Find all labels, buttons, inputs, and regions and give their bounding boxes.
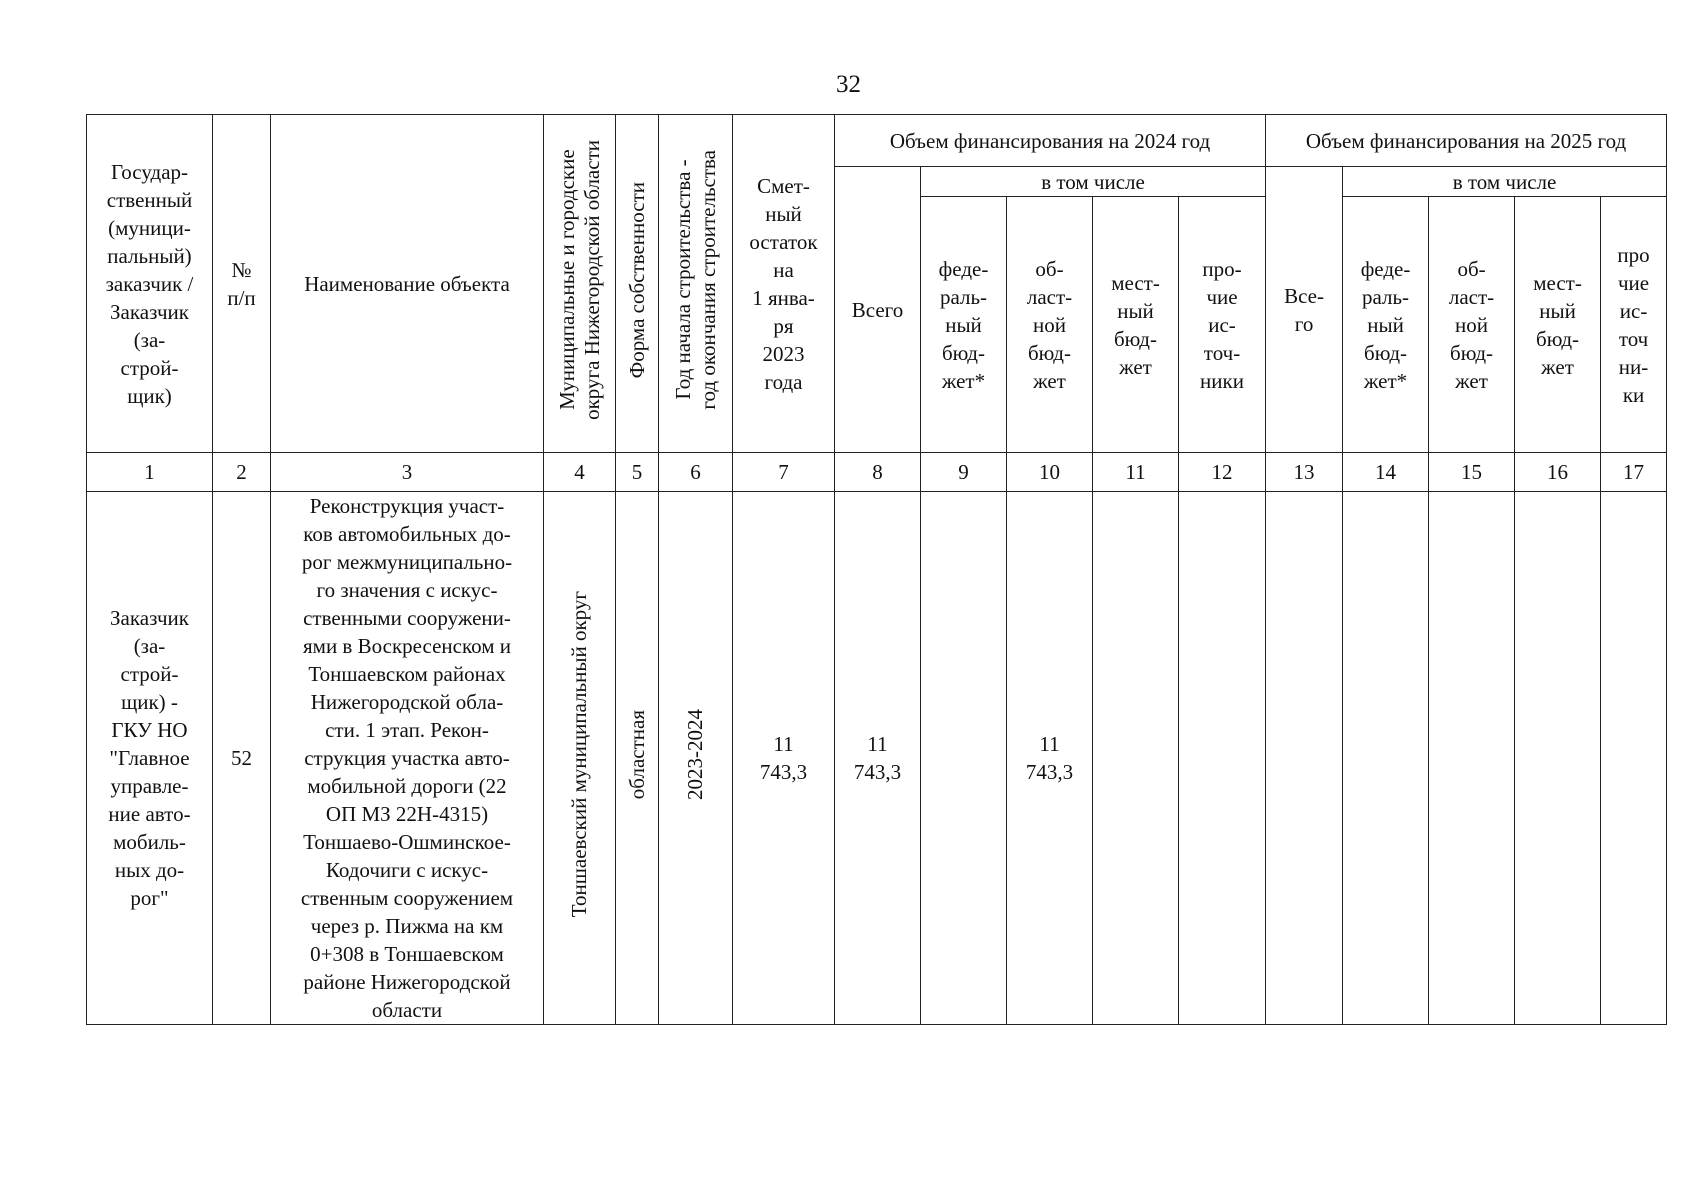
header-including-2025-label: в том числе <box>1452 169 1557 194</box>
header-regional-2025-label: об- ласт- ной бюд- жет <box>1448 256 1495 393</box>
column-number: 7 <box>733 453 835 492</box>
cell-years-text: 2023-2024 <box>683 709 707 800</box>
header-including-2024 <box>921 167 1266 197</box>
cell-other-2025 <box>1601 492 1667 1025</box>
cell-total-2024-text: 11 743,3 <box>853 732 902 784</box>
cell-ownership-text: областная <box>624 709 649 800</box>
header-other-2024-label: про- чие ис- точ- ники <box>1200 256 1244 393</box>
header-years <box>659 115 733 453</box>
header-ownership-label: Форма собственности <box>624 181 649 379</box>
header-remaining-label: Смет- ный остаток на 1 янва- ря 2023 года <box>749 173 818 394</box>
header-local-2024-label: мест- ный бюд- жет <box>1111 270 1160 379</box>
header-municipality-label: Муниципальные и городские округа Нижегородской области <box>554 140 604 420</box>
header-num-label: № п/п <box>227 257 256 310</box>
header-total-2025 <box>1266 167 1343 453</box>
header-federal-2024 <box>921 197 1007 453</box>
cell-local-2024 <box>1093 492 1179 1025</box>
header-fin-2025 <box>1266 115 1667 167</box>
column-number: 1 <box>87 453 213 492</box>
cell-customer-text: Заказчик (за- строй- щик) - ГКУ НО "Главное управле- ние авто- мобиль- ных до- рог" <box>108 606 191 910</box>
column-number: 2 <box>213 453 271 492</box>
column-number: 14 <box>1343 453 1429 492</box>
cell-object-name-text: Реконструкция участ- ков автомобильных до- рог межмуниципально- го значения с искус- ственными сооружени- ями в Воскресенском и Тоншаевском районах Нижегородской обла- сти. 1 этап. Рекон- струкция участка авто- мобильной дороги (22 ОП МЗ 22Н-4315) Тоншаево-Ошминское- Кодочиги с искус- ственным сооружением через р. Пижма на км 0+308 в Тоншаевском районе Нижегородской области <box>300 494 514 1022</box>
column-number: 15 <box>1429 453 1515 492</box>
cell-federal-2024 <box>921 492 1007 1025</box>
header-regional-2024-label: об- ласт- ной бюд- жет <box>1026 256 1073 393</box>
header-customer-label: Государ- ственный (муници- пальный) заказчик / Заказчик (за- строй- щик) <box>105 159 194 408</box>
cell-num: 52 <box>213 492 271 1025</box>
column-number-row <box>87 453 1667 492</box>
column-number: 9 <box>921 453 1007 492</box>
cell-municipality-text: Тоншаевский муниципальный округ <box>567 591 591 918</box>
page-number: 32 <box>836 71 861 98</box>
header-remaining <box>733 115 835 453</box>
cell-other-2024 <box>1179 492 1266 1025</box>
cell-customer <box>87 492 213 1025</box>
header-regional-2025 <box>1429 197 1515 453</box>
cell-municipality <box>544 492 616 1025</box>
table-row <box>87 492 1667 1025</box>
cell-remaining <box>733 492 835 1025</box>
header-total-2024-label: Всего <box>851 297 904 322</box>
header-years-label: Год начала строительства - год окончания строительства <box>670 150 720 410</box>
header-local-2025 <box>1515 197 1601 453</box>
cell-ownership <box>616 492 659 1025</box>
header-other-2025 <box>1601 197 1667 453</box>
column-number: 13 <box>1266 453 1343 492</box>
column-number: 10 <box>1007 453 1093 492</box>
header-federal-2025-label: феде- раль- ный бюд- жет* <box>1360 256 1411 393</box>
cell-years <box>659 492 733 1025</box>
cell-total-2025 <box>1266 492 1343 1025</box>
financing-table <box>86 114 1667 1025</box>
cell-federal-2025 <box>1343 492 1429 1025</box>
header-federal-2024-label: феде- раль- ный бюд- жет* <box>938 256 989 393</box>
column-number: 6 <box>659 453 733 492</box>
header-customer <box>87 115 213 453</box>
header-object-name-label: Наименование объекта <box>304 271 510 296</box>
header-regional-2024 <box>1007 197 1093 453</box>
cell-remaining-text: 11 743,3 <box>759 732 808 784</box>
header-fin-2024 <box>835 115 1266 167</box>
cell-regional-2025 <box>1429 492 1515 1025</box>
header-total-2025-label: Все- го <box>1284 283 1324 336</box>
header-federal-2025 <box>1343 197 1429 453</box>
column-number: 16 <box>1515 453 1601 492</box>
header-num <box>213 115 271 453</box>
column-number: 8 <box>835 453 921 492</box>
column-number: 5 <box>616 453 659 492</box>
column-number: 4 <box>544 453 616 492</box>
column-number: 11 <box>1093 453 1179 492</box>
header-local-2025-label: мест- ный бюд- жет <box>1533 270 1582 379</box>
header-including-2025 <box>1343 167 1667 197</box>
cell-object-name <box>271 492 544 1025</box>
header-total-2024 <box>835 167 921 453</box>
cell-total-2024 <box>835 492 921 1025</box>
header-other-2025-label: про чие ис- точ ни- ки <box>1617 242 1650 407</box>
column-number: 17 <box>1601 453 1667 492</box>
header-fin-2025-label: Объем финансирования на 2025 год <box>1305 128 1627 153</box>
column-number: 3 <box>271 453 544 492</box>
cell-regional-2024 <box>1007 492 1093 1025</box>
header-fin-2024-label: Объем финансирования на 2024 год <box>889 128 1211 153</box>
header-local-2024 <box>1093 197 1179 453</box>
header-municipality <box>544 115 616 453</box>
cell-local-2025 <box>1515 492 1601 1025</box>
header-object-name <box>271 115 544 453</box>
header-ownership <box>616 115 659 453</box>
cell-regional-2024-text: 11 743,3 <box>1025 732 1074 784</box>
column-number: 12 <box>1179 453 1266 492</box>
header-including-2024-label: в том числе <box>1041 169 1145 194</box>
header-other-2024 <box>1179 197 1266 453</box>
